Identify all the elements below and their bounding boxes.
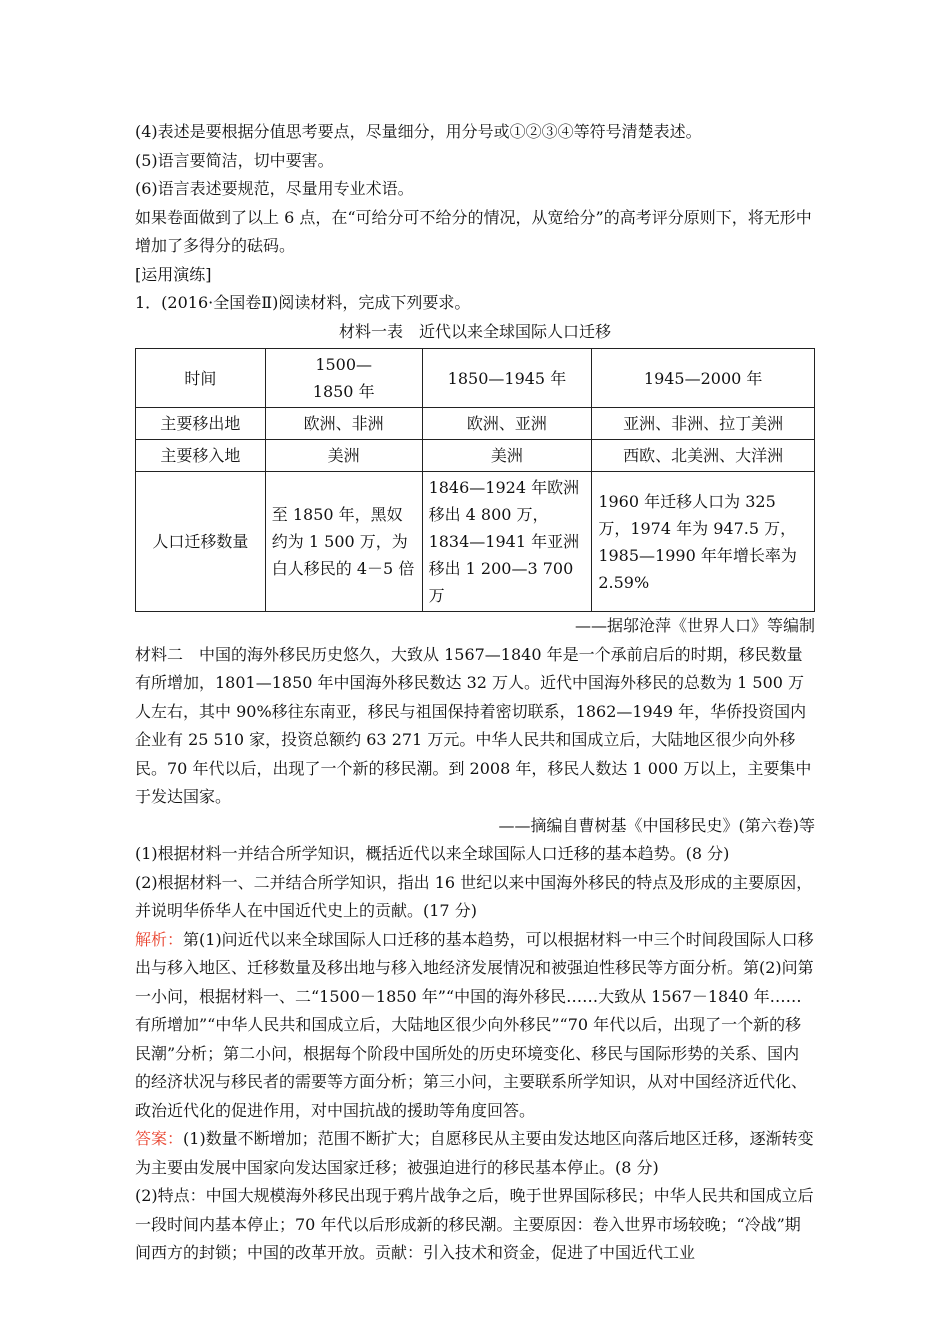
- migration-table: [135, 348, 815, 612]
- analysis-paragraph: [135, 926, 815, 1126]
- table-cell: 主要移入地: [136, 440, 266, 472]
- table-title: 材料一表 近代以来全球国际人口迁移: [338, 321, 611, 341]
- table-cell: 主要移出地: [136, 408, 266, 440]
- answer-label: 答案：: [135, 1129, 184, 1148]
- table-row: [136, 472, 815, 612]
- analysis-text: 第(1)问近代以来全球国际人口迁移的基本趋势，可以根据材料一中三个时间段国际人口移出与移入地区、迁移数量及移出地与移入地经济发展情况和被强迫性移民等方面分析。第(2)问第一小问，根据材料一、二“1500－1850 年”“中国的海外移民……大致从 1567－1840 年……有所增加”“中华人民共和国成立后，大陆地区很少向外移民”“70 年代以后，出现了一个新的移民潮”分析；第二小问，根据每个阶段中国所处的历史环境变化、移民与国际形势的关系、国内的经济状况与移民者的需要等方面分析；第三小问，主要联系所学知识，从对中国经济近代化、政治近代化的促进作用，对中国抗战的援助等角度回答。: [135, 929, 814, 1120]
- table-cell: 人口迁移数量: [136, 472, 266, 612]
- table-cell: 亚洲、非洲、拉丁美洲: [592, 408, 815, 440]
- table-row: [136, 408, 815, 440]
- point-5: (5)语言要简洁，切中要害。: [135, 150, 334, 170]
- point-4: (4)表述是要根据分值思考要点，尽量细分，用分号或①②③④等符号清楚表述。: [135, 122, 702, 141]
- table-header-cell: 1500— 1850 年: [265, 349, 422, 408]
- source-citation: ——据邬沧萍《世界人口》等编制: [574, 616, 815, 635]
- answer-paragraph: [135, 1125, 815, 1182]
- table-row: [136, 440, 815, 472]
- table-header-cell: 1945—2000 年: [592, 349, 815, 408]
- sub-question-2: (2)根据材料一、二并结合所学知识，指出 16 世纪以来中国海外移民的特点及形成的主要原因，并说明华侨华人在中国近代史上的贡献。(17 分): [135, 872, 813, 920]
- table-cell: 1846—1924 年欧洲移出 4 800 万，1834—1941 年亚洲移出 1 200—3 700 万: [422, 472, 592, 612]
- table-cell: 至 1850 年，黑奴约为 1 500 万，为白人移民的 4－5 倍: [265, 472, 422, 612]
- sub-question-1: (1)根据材料一并结合所学知识，概括近代以来全球国际人口迁移的基本趋势。(8 分): [135, 844, 730, 863]
- table-cell: 欧洲、非洲: [265, 408, 422, 440]
- answer-text: (1)数量不断增加；范围不断扩大；自愿移民从主要由发达地区向落后地区迁移，逐渐转变为主要由发展中国家向发达国家迁移；被强迫进行的移民基本停止。(8 分): [135, 1129, 814, 1177]
- material-two: 材料二 中国的海外移民历史悠久，大致从 1567—1840 年是一个承前启后的时期，移民数量有所增加，1801—1850 年中国海外移民数达 32 万人。近代中国海外移民的总数为 1 500 万人左右，其中 90%移往东南亚，移民与祖国保持着密切联系，1862—1949 年，华侨投资国内企业有 25 510 家，投资总额约 63 271 万元。中华人民共和国成立后，大陆地区很少向外移民。70 年代以后，出现了一个新的移民潮。到 2008 年，移民人数达 1 000 万以上，主要集中于发达国家。: [135, 644, 812, 806]
- table-header-row: [136, 349, 815, 408]
- answer-paragraph-2: (2)特点：中国大规模海外移民出现于鸦片战争之后，晚于世界国际移民；中华人民共和国成立后一段时间内基本停止；70 年代以后形成新的移民潮。主要原因：卷入世界市场较晚；“冷战”期间西方的封锁；中国的改革开放。贡献：引入技术和资金，促进了中国近代工业: [135, 1186, 814, 1262]
- table-header-cell: 1850—1945 年: [422, 349, 592, 408]
- table-cell: 美洲: [422, 440, 592, 472]
- table-header-cell: 时间: [136, 349, 266, 408]
- table-cell: 美洲: [265, 440, 422, 472]
- point-6: (6)语言表述要规范，尽量用专业术语。: [135, 179, 414, 198]
- question-heading: 1．(2016·全国卷Ⅱ)阅读材料，完成下列要求。: [135, 293, 471, 312]
- section-heading: [运用演练]: [135, 264, 212, 284]
- table-cell: 西欧、北美洲、大洋洲: [592, 440, 815, 472]
- analysis-label: 解析：: [135, 929, 184, 949]
- document-page: [135, 118, 815, 1268]
- source-citation: ——摘编自曹树基《中国移民史》(第六卷)等: [498, 815, 815, 835]
- table-cell: 欧洲、亚洲: [422, 408, 592, 440]
- summary-paragraph: 如果卷面做到了以上 6 点，在“可给分可不给分的情况，从宽给分”的高考评分原则下，将无形中增加了多得分的砝码。: [135, 207, 812, 255]
- table-cell: 1960 年迁移人口为 325 万，1974 年为 947.5 万，1985—1990 年年增长率为 2.59%: [592, 472, 815, 612]
